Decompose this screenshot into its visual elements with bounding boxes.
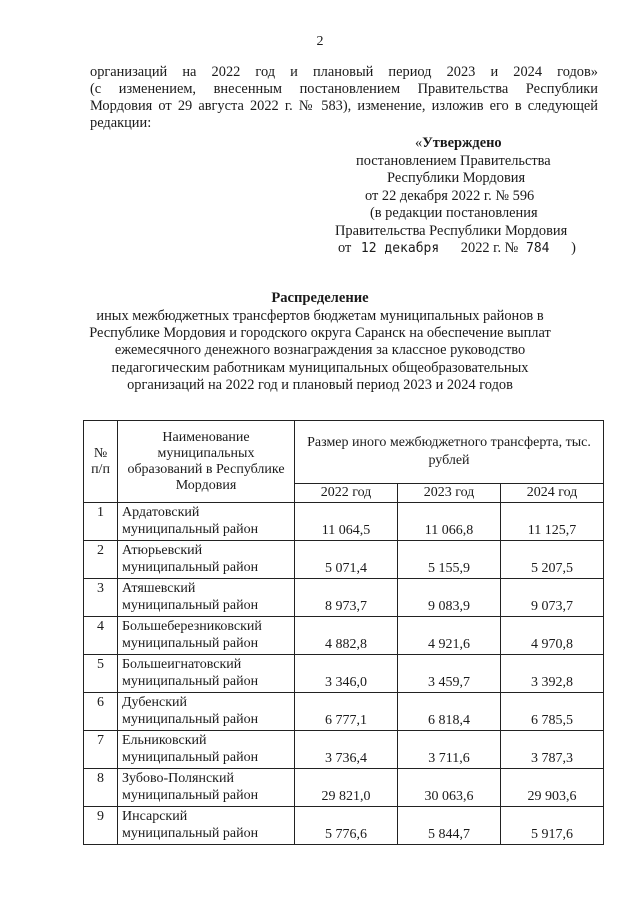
value-2022: 8 973,7 [295,579,398,617]
intro-paragraph [90,64,598,132]
municipality-name: Ардатовский [122,505,200,520]
municipality-name: Зубово-Полянский [122,771,234,786]
value-2022: 29 821,0 [295,769,398,807]
value-2024: 4 970,8 [501,617,604,655]
value-2022: 5 071,4 [295,541,398,579]
intro-line: организаций на 2022 год и плановый период 2023 и 2024 годов» [90,64,598,80]
municipality-type: муниципальный район [122,712,259,727]
municipality-type: муниципальный район [122,788,259,803]
value-2024: 6 785,5 [501,693,604,731]
header-number-label: п/п [91,461,110,477]
table-row [84,503,604,541]
approval-date-prefix: от [338,240,352,256]
handwritten-number: 784 [526,241,550,256]
table-row [84,769,604,807]
municipality-name: Атюрьевский [122,543,203,558]
row-municipality [118,769,295,807]
municipality-type: муниципальный район [122,560,259,575]
row-number: 8 [84,769,118,807]
intro-line: (с изменением, внесенным постановлением Правительства Республики [90,81,598,97]
table-row [84,693,604,731]
row-municipality [118,541,295,579]
table-row [84,731,604,769]
row-municipality [118,579,295,617]
approval-date-year: 2022 г. № [460,240,519,256]
table-row [84,807,604,845]
row-number: 6 [84,693,118,731]
approval-close-paren: ) [571,240,576,256]
handwritten-date: 12 декабря [360,241,440,256]
header-year-2024: 2024 год [501,484,604,503]
value-2024: 29 903,6 [501,769,604,807]
value-2023: 5 844,7 [398,807,501,845]
municipality-type: муниципальный район [122,636,259,651]
value-2024: 3 787,3 [501,731,604,769]
value-2023: 30 063,6 [398,769,501,807]
page-number: 2 [316,34,324,49]
row-number: 5 [84,655,118,693]
approval-line: Республики Мордовия [387,170,526,186]
document-title: Распределение [271,290,369,306]
value-2022: 3 736,4 [295,731,398,769]
subtitle-line: Республике Мордовия и городского округа Саранск на обеспечение выплат [89,325,551,342]
municipality-name: Ельниковский [122,733,207,748]
value-2023: 5 155,9 [398,541,501,579]
intro-line: редакции: [90,115,152,131]
row-number: 4 [84,617,118,655]
value-2023: 3 711,6 [398,731,501,769]
row-municipality [118,693,295,731]
value-2024: 11 125,7 [501,503,604,541]
value-2022: 4 882,8 [295,617,398,655]
municipality-type: муниципальный район [122,522,259,537]
value-2024: 9 073,7 [501,579,604,617]
header-number [84,421,118,503]
municipality-name: Большеигнатовский [122,657,242,672]
document-subtitle [80,308,560,394]
row-number: 1 [84,503,118,541]
row-municipality [118,617,295,655]
table-row [84,617,604,655]
row-municipality [118,503,295,541]
value-2022: 6 777,1 [295,693,398,731]
value-2022: 5 776,6 [295,807,398,845]
value-2024: 5 917,6 [501,807,604,845]
row-municipality [118,731,295,769]
subtitle-line: организаций на 2022 год и плановый период 2023 и 2024 годов [127,376,513,393]
municipality-type: муниципальный район [122,826,259,841]
row-municipality [118,807,295,845]
table-row [84,579,604,617]
municipality-name: Большеберезниковский [122,619,262,634]
value-2023: 6 818,4 [398,693,501,731]
approval-line: постановлением Правительства [356,152,551,169]
intro-line: Мордовия от 29 августа 2022 г. № 583), изменение, изложив его в следующей [90,98,598,114]
table-row [84,655,604,693]
row-number: 9 [84,807,118,845]
table-row [84,541,604,579]
value-2023: 4 921,6 [398,617,501,655]
approval-block [320,135,620,258]
value-2024: 5 207,5 [501,541,604,579]
approval-line: Правительства Республики Мордовия [335,222,568,239]
subtitle-line: иных межбюджетных трансфертов бюджетам муниципальных районов в [96,308,544,324]
header-transfer-size: Размер иного межбюджетного трансферта, тыс. рублей [295,421,604,484]
value-2023: 9 083,9 [398,579,501,617]
row-number: 3 [84,579,118,617]
header-municipality: Наименование муниципальных образований в Республике Мордовия [118,421,295,503]
municipality-name: Атяшевский [122,581,196,596]
row-number: 2 [84,541,118,579]
municipality-name: Дубенский [122,695,188,710]
row-municipality [118,655,295,693]
municipality-type: муниципальный район [122,598,259,613]
municipality-name: Инсарский [122,809,188,824]
approval-heading: Утверждено [422,135,502,151]
municipality-type: муниципальный район [122,674,259,689]
header-year-2023: 2023 год [398,484,501,503]
value-2024: 3 392,8 [501,655,604,693]
transfers-table [83,420,604,845]
header-number-sign: № [93,445,108,461]
value-2022: 11 064,5 [295,503,398,541]
approval-line: (в редакции постановления [370,205,538,221]
value-2023: 11 066,8 [398,503,501,541]
subtitle-line: ежемесячного денежного вознаграждения за классное руководство [114,342,526,359]
header-year-2022: 2022 год [295,484,398,503]
value-2022: 3 346,0 [295,655,398,693]
approval-line: от 22 декабря 2022 г. № 596 [365,187,535,204]
municipality-type: муниципальный район [122,750,259,765]
subtitle-line: педагогическим работникам муниципальных общеобразовательных [111,359,529,376]
approval-quote: « [415,135,423,151]
value-2023: 3 459,7 [398,655,501,693]
row-number: 7 [84,731,118,769]
